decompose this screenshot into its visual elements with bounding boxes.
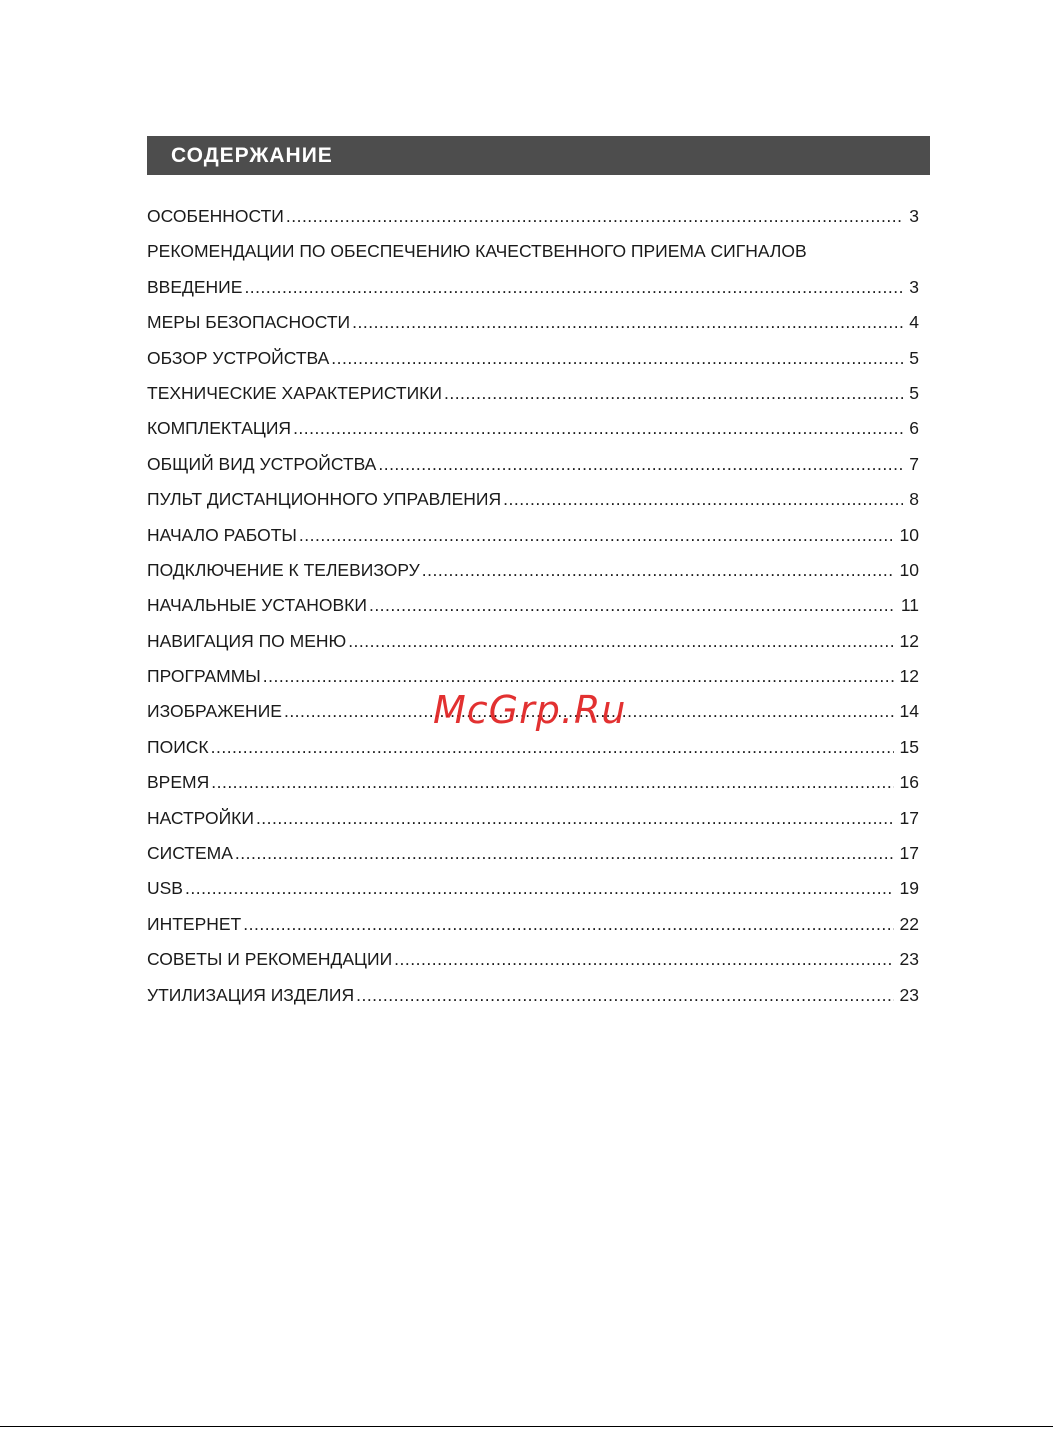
toc-dot-leader <box>185 871 894 906</box>
toc-dot-leader <box>299 518 894 553</box>
toc-entry[interactable] <box>147 270 919 305</box>
toc-entry[interactable] <box>147 942 919 977</box>
toc-entry-label: РЕКОМЕНДАЦИИ ПО ОБЕСПЕЧЕНИЮ КАЧЕСТВЕННОГО ПРИЕМА СИГНАЛОВ <box>147 241 807 262</box>
toc-entry-label: ПРОГРАММЫ <box>147 666 261 687</box>
toc-entry-label: ВРЕМЯ <box>147 772 210 793</box>
toc-entry[interactable] <box>147 411 919 446</box>
toc-entry-label: ВВЕДЕНИЕ <box>147 276 243 297</box>
toc-entry[interactable] <box>147 730 919 765</box>
toc-dot-leader <box>235 836 894 871</box>
toc-dot-leader <box>444 376 903 411</box>
section-header-bar <box>147 136 930 175</box>
page-title: СОДЕРЖАНИЕ <box>171 143 333 167</box>
toc-entry-label: НАЧАЛЬНЫЕ УСТАНОВКИ <box>147 595 367 616</box>
toc-entry[interactable] <box>147 199 919 234</box>
toc-entry-page-number: 10 <box>899 524 919 545</box>
toc-dot-leader <box>293 411 903 446</box>
toc-dot-leader <box>422 553 894 588</box>
table-of-contents <box>147 199 919 1013</box>
toc-entry-page-number: 3 <box>909 206 919 226</box>
toc-entry-page-number: 12 <box>899 666 919 687</box>
toc-entry-page-number: 23 <box>899 949 919 970</box>
toc-entry-page-number: 15 <box>899 736 919 757</box>
toc-entry-label: КОМПЛЕКТАЦИЯ <box>147 418 292 439</box>
toc-entry-page-number: 16 <box>899 772 919 793</box>
toc-entry-label: ИНТЕРНЕТ <box>147 913 242 934</box>
toc-entry[interactable] <box>147 801 919 836</box>
toc-entry-page-number: 5 <box>909 347 919 368</box>
toc-dot-leader <box>286 199 903 234</box>
toc-entry-page-number: 17 <box>899 807 919 828</box>
toc-dot-leader <box>378 447 903 482</box>
toc-dot-leader <box>369 588 895 623</box>
toc-entry-label: НАСТРОЙКИ <box>147 807 254 828</box>
toc-entry-label: USB <box>147 878 183 899</box>
toc-dot-leader <box>352 305 903 340</box>
toc-dot-leader <box>244 270 903 305</box>
toc-dot-leader <box>356 978 893 1013</box>
toc-entry-page-number: 10 <box>899 559 919 580</box>
toc-dot-leader <box>243 907 893 942</box>
toc-entry-label: СИСТЕМА <box>147 843 233 864</box>
toc-entry[interactable] <box>147 234 919 269</box>
toc-entry-page-number: 19 <box>899 878 919 899</box>
toc-entry-page-number: 8 <box>909 489 919 510</box>
toc-entry[interactable] <box>147 447 919 482</box>
toc-entry[interactable] <box>147 305 919 340</box>
toc-dot-leader <box>503 482 903 517</box>
toc-dot-leader <box>331 341 903 376</box>
toc-entry[interactable] <box>147 765 919 800</box>
toc-entry[interactable] <box>147 376 919 411</box>
toc-entry-label: ОСОБЕННОСТИ <box>147 206 284 226</box>
toc-entry-page-number: 17 <box>899 843 919 864</box>
toc-entry[interactable] <box>147 907 919 942</box>
toc-entry-label: ПОИСК <box>147 736 209 757</box>
toc-entry-label: НАЧАЛО РАБОТЫ <box>147 524 297 545</box>
toc-entry[interactable] <box>147 624 919 659</box>
toc-entry-page-number: 22 <box>899 913 919 934</box>
toc-entry-label: УТИЛИЗАЦИЯ ИЗДЕЛИЯ <box>147 984 355 1005</box>
toc-entry-page-number: 6 <box>909 418 919 439</box>
toc-entry-label: СОВЕТЫ И РЕКОМЕНДАЦИИ <box>147 949 393 970</box>
toc-entry[interactable] <box>147 588 919 623</box>
toc-entry-page-number: 3 <box>909 276 919 297</box>
toc-entry-label: НАВИГАЦИЯ ПО МЕНЮ <box>147 630 347 651</box>
toc-entry[interactable] <box>147 518 919 553</box>
toc-entry[interactable] <box>147 836 919 871</box>
toc-entry-page-number: 7 <box>909 453 919 474</box>
toc-entry-page-number: 11 <box>900 595 919 616</box>
toc-entry-page-number: 23 <box>899 984 919 1005</box>
toc-entry[interactable] <box>147 871 919 906</box>
toc-entry[interactable] <box>147 482 919 517</box>
toc-dot-leader <box>348 624 893 659</box>
toc-entry-page-number: 14 <box>899 701 919 722</box>
toc-entry[interactable] <box>147 978 919 1013</box>
toc-entry[interactable] <box>147 553 919 588</box>
toc-dot-leader <box>211 765 893 800</box>
toc-entry-label: ПОДКЛЮЧЕНИЕ К ТЕЛЕВИЗОРУ <box>147 559 420 580</box>
toc-entry-page-number: 5 <box>909 382 919 403</box>
toc-dot-leader <box>256 801 894 836</box>
toc-dot-leader <box>211 730 894 765</box>
toc-entry-label: МЕРЫ БЕЗОПАСНОСТИ <box>147 312 351 333</box>
toc-entry-page-number: 12 <box>899 630 919 651</box>
toc-entry-page-number: 4 <box>909 312 919 333</box>
watermark: McGrp.Ru <box>433 688 627 732</box>
toc-dot-leader <box>394 942 893 977</box>
toc-entry-label: ОБЗОР УСТРОЙСТВА <box>147 347 330 368</box>
toc-entry-label: ОБЩИЙ ВИД УСТРОЙСТВА <box>147 453 377 474</box>
toc-entry-label: ТЕХНИЧЕСКИЕ ХАРАКТЕРИСТИКИ <box>147 382 442 403</box>
toc-entry[interactable] <box>147 341 919 376</box>
page-bottom-border <box>0 1426 1053 1427</box>
toc-entry-label: ИЗОБРАЖЕНИЕ <box>147 701 282 722</box>
toc-entry-label: ПУЛЬТ ДИСТАНЦИОННОГО УПРАВЛЕНИЯ <box>147 489 502 510</box>
